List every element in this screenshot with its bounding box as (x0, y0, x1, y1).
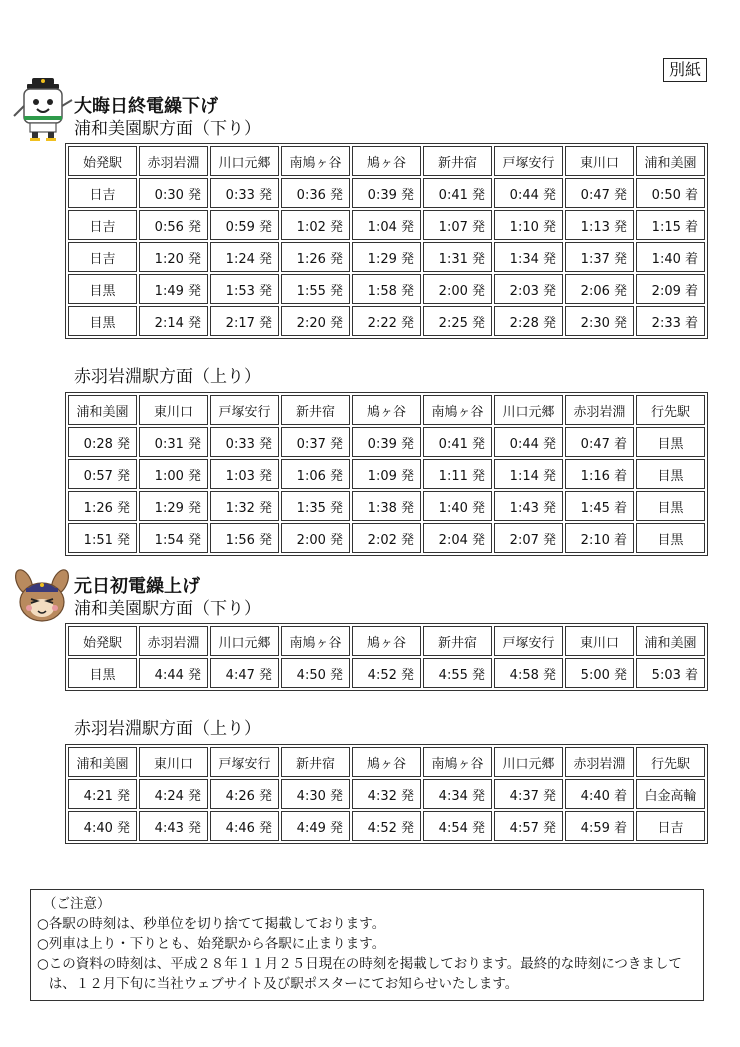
table-cell: 日吉 (68, 242, 137, 272)
table-row (68, 210, 705, 240)
table-row (68, 306, 705, 336)
table-cell: 0:41 発 (423, 178, 492, 208)
table-cell: 0:39 発 (352, 427, 421, 457)
column-header: 行先駅 (636, 747, 705, 777)
table-cell: 1:15 着 (636, 210, 705, 240)
table-cell: 1:40 着 (636, 242, 705, 272)
table-cell: 1:58 発 (352, 274, 421, 304)
bullet-circle-icon: ○ (37, 956, 49, 972)
table-header-row (68, 395, 705, 425)
column-header: 東川口 (139, 747, 208, 777)
table-cell: 2:03 発 (494, 274, 563, 304)
section-new-years-eve (74, 96, 708, 339)
note-item (37, 914, 695, 934)
table-cell: 0:44 発 (494, 427, 563, 457)
table-header-row (68, 146, 705, 176)
timetable-day-up (65, 744, 708, 844)
table-cell: 2:25 発 (423, 306, 492, 336)
notes-heading: （ご注意） (43, 896, 111, 912)
table-cell: 日吉 (636, 811, 705, 841)
table-cell: 目黒 (636, 427, 705, 457)
table-cell: 1:56 発 (210, 523, 279, 553)
table-cell: 2:14 発 (139, 306, 208, 336)
column-header: 川口元郷 (494, 747, 563, 777)
note-text: 列車は上り・下りとも、始発駅から各駅に止まります。 (48, 936, 386, 952)
table-cell: 0:56 発 (139, 210, 208, 240)
table-cell: 4:54 発 (423, 811, 492, 841)
table-cell: 1:29 発 (139, 491, 208, 521)
table-cell: 4:43 発 (139, 811, 208, 841)
column-header: 南鳩ヶ谷 (281, 626, 350, 656)
column-header: 東川口 (139, 395, 208, 425)
table-cell: 4:40 発 (68, 811, 137, 841)
table-cell: 4:46 発 (210, 811, 279, 841)
column-header: 川口元郷 (210, 146, 279, 176)
table-cell: 1:29 発 (352, 242, 421, 272)
table-cell: 0:59 発 (210, 210, 279, 240)
table-cell: 4:34 発 (423, 779, 492, 809)
table-cell: 1:10 発 (494, 210, 563, 240)
table-cell: 1:37 発 (565, 242, 634, 272)
table-cell: 1:16 着 (565, 459, 634, 489)
note-text: この資料の時刻は、平成２８年１１月２５日現在の時刻を掲載しております。最終的な時刻につきましては、１２月下旬に当社ウェブサイト及び駅ポスターにてお知らせいたします。 (48, 956, 682, 992)
column-header: 戸塚安行 (210, 395, 279, 425)
table-cell: 1:26 発 (281, 242, 350, 272)
table-cell: 1:07 発 (423, 210, 492, 240)
table-row (68, 459, 705, 489)
table-cell: 日吉 (68, 178, 137, 208)
section-eve-up (74, 366, 708, 556)
table-cell: 目黒 (636, 491, 705, 521)
table-cell: 1:06 発 (281, 459, 350, 489)
table-cell: 4:21 発 (68, 779, 137, 809)
table-cell: 0:30 発 (139, 178, 208, 208)
table-cell: 1:35 発 (281, 491, 350, 521)
table-cell: 0:41 発 (423, 427, 492, 457)
table-cell: 白金高輪 (636, 779, 705, 809)
table-cell: 2:17 発 (210, 306, 279, 336)
table-cell: 2:28 発 (494, 306, 563, 336)
table-header-row (68, 626, 705, 656)
table-cell: 1:02 発 (281, 210, 350, 240)
table-cell: 5:03 着 (636, 658, 705, 688)
table-cell: 2:06 発 (565, 274, 634, 304)
table-cell: 2:09 着 (636, 274, 705, 304)
table-cell: 2:00 発 (423, 274, 492, 304)
table-row (68, 779, 705, 809)
table-cell: 1:51 発 (68, 523, 137, 553)
table-cell: 4:57 発 (494, 811, 563, 841)
table-cell: 目黒 (68, 274, 137, 304)
column-header: 赤羽岩淵 (139, 626, 208, 656)
column-header: 南鳩ヶ谷 (423, 395, 492, 425)
column-header: 赤羽岩淵 (565, 747, 634, 777)
column-header: 川口元郷 (494, 395, 563, 425)
table-row (68, 427, 705, 457)
table-cell: 0:28 発 (68, 427, 137, 457)
table-cell: 4:30 発 (281, 779, 350, 809)
table-cell: 2:04 発 (423, 523, 492, 553)
note-item (37, 954, 695, 994)
rabbit-mascot-icon (12, 568, 72, 624)
column-header: 行先駅 (636, 395, 705, 425)
column-header: 鳩ヶ谷 (352, 146, 421, 176)
table-cell: 1:32 発 (210, 491, 279, 521)
section-new-years-day (74, 576, 708, 691)
direction-title: 浦和美園駅方面（下り） (74, 599, 261, 619)
note-text: 各駅の時刻は、秒単位を切り捨てて掲載しております。 (48, 916, 386, 932)
column-header: 鳩ヶ谷 (352, 747, 421, 777)
column-header: 赤羽岩淵 (139, 146, 208, 176)
table-row (68, 811, 705, 841)
table-cell: 1:34 発 (494, 242, 563, 272)
table-cell: 1:00 発 (139, 459, 208, 489)
table-cell: 5:00 発 (565, 658, 634, 688)
column-header: 浦和美園 (636, 626, 705, 656)
table-header-row (68, 747, 705, 777)
table-cell: 1:14 発 (494, 459, 563, 489)
table-cell: 2:02 発 (352, 523, 421, 553)
table-cell: 1:03 発 (210, 459, 279, 489)
timetable-day-down (65, 623, 708, 691)
table-cell: 0:57 発 (68, 459, 137, 489)
table-row (68, 658, 705, 688)
table-cell: 0:47 発 (565, 178, 634, 208)
notes-box (30, 889, 704, 1001)
table-cell: 2:07 発 (494, 523, 563, 553)
table-cell: 1:49 発 (139, 274, 208, 304)
table-row (68, 242, 705, 272)
column-header: 赤羽岩淵 (565, 395, 634, 425)
table-cell: 1:09 発 (352, 459, 421, 489)
table-cell: 目黒 (68, 306, 137, 336)
table-cell: 2:22 発 (352, 306, 421, 336)
attachment-label: 別紙 (663, 58, 707, 82)
table-cell: 0:47 着 (565, 427, 634, 457)
bullet-circle-icon: ○ (37, 916, 49, 932)
table-row (68, 523, 705, 553)
column-header: 戸塚安行 (494, 626, 563, 656)
table-cell: 1:20 発 (139, 242, 208, 272)
column-header: 始発駅 (68, 146, 137, 176)
table-cell: 4:37 発 (494, 779, 563, 809)
table-cell: 4:59 着 (565, 811, 634, 841)
table-cell: 0:44 発 (494, 178, 563, 208)
table-cell: 目黒 (636, 523, 705, 553)
table-row (68, 274, 705, 304)
column-header: 始発駅 (68, 626, 137, 656)
table-cell: 0:50 着 (636, 178, 705, 208)
timetable-eve-up (65, 392, 708, 556)
table-cell: 1:54 発 (139, 523, 208, 553)
column-header: 東川口 (565, 146, 634, 176)
table-cell: 4:40 着 (565, 779, 634, 809)
table-cell: 4:52 発 (352, 811, 421, 841)
table-cell: 2:00 発 (281, 523, 350, 553)
column-header: 新井宿 (423, 146, 492, 176)
table-cell: 1:11 発 (423, 459, 492, 489)
table-cell: 4:47 発 (210, 658, 279, 688)
column-header: 南鳩ヶ谷 (281, 146, 350, 176)
table-cell: 4:24 発 (139, 779, 208, 809)
table-cell: 1:38 発 (352, 491, 421, 521)
train-mascot-icon (10, 76, 74, 142)
column-header: 新井宿 (281, 395, 350, 425)
table-cell: 0:31 発 (139, 427, 208, 457)
column-header: 戸塚安行 (210, 747, 279, 777)
table-cell: 1:31 発 (423, 242, 492, 272)
column-header: 新井宿 (281, 747, 350, 777)
column-header: 戸塚安行 (494, 146, 563, 176)
table-cell: 4:26 発 (210, 779, 279, 809)
table-row (68, 491, 705, 521)
table-cell: 2:20 発 (281, 306, 350, 336)
table-cell: 2:10 着 (565, 523, 634, 553)
table-cell: 4:52 発 (352, 658, 421, 688)
table-cell: 4:58 発 (494, 658, 563, 688)
table-cell: 4:32 発 (352, 779, 421, 809)
table-cell: 1:45 着 (565, 491, 634, 521)
table-cell: 1:24 発 (210, 242, 279, 272)
table-cell: 4:44 発 (139, 658, 208, 688)
table-cell: 0:39 発 (352, 178, 421, 208)
table-cell: 1:13 発 (565, 210, 634, 240)
direction-title: 赤羽岩淵駅方面（上り） (74, 719, 261, 739)
table-cell: 0:33 発 (210, 178, 279, 208)
timetable-eve-down (65, 143, 708, 339)
direction-title: 浦和美園駅方面（下り） (74, 119, 261, 139)
table-cell: 目黒 (636, 459, 705, 489)
table-cell: 1:43 発 (494, 491, 563, 521)
table-cell: 0:36 発 (281, 178, 350, 208)
bullet-circle-icon: ○ (37, 936, 49, 952)
table-cell: 1:40 発 (423, 491, 492, 521)
table-cell: 目黒 (68, 658, 137, 688)
column-header: 新井宿 (423, 626, 492, 656)
table-cell: 日吉 (68, 210, 137, 240)
column-header: 東川口 (565, 626, 634, 656)
column-header: 浦和美園 (636, 146, 705, 176)
table-cell: 0:33 発 (210, 427, 279, 457)
column-header: 浦和美園 (68, 395, 137, 425)
column-header: 鳩ヶ谷 (352, 395, 421, 425)
column-header: 鳩ヶ谷 (352, 626, 421, 656)
table-cell: 1:53 発 (210, 274, 279, 304)
column-header: 川口元郷 (210, 626, 279, 656)
direction-title: 赤羽岩淵駅方面（上り） (74, 367, 261, 387)
table-cell: 2:30 発 (565, 306, 634, 336)
table-cell: 4:49 発 (281, 811, 350, 841)
table-row (68, 178, 705, 208)
table-cell: 2:33 着 (636, 306, 705, 336)
section-day-up (74, 718, 708, 844)
table-cell: 4:50 発 (281, 658, 350, 688)
table-cell: 0:37 発 (281, 427, 350, 457)
table-cell: 1:55 発 (281, 274, 350, 304)
column-header: 南鳩ヶ谷 (423, 747, 492, 777)
table-cell: 4:55 発 (423, 658, 492, 688)
note-item (37, 934, 695, 954)
table-cell: 1:04 発 (352, 210, 421, 240)
column-header: 浦和美園 (68, 747, 137, 777)
table-cell: 1:26 発 (68, 491, 137, 521)
section-title: 大晦日終電繰下げ (74, 96, 218, 117)
section-title: 元日初電繰上げ (74, 576, 200, 597)
